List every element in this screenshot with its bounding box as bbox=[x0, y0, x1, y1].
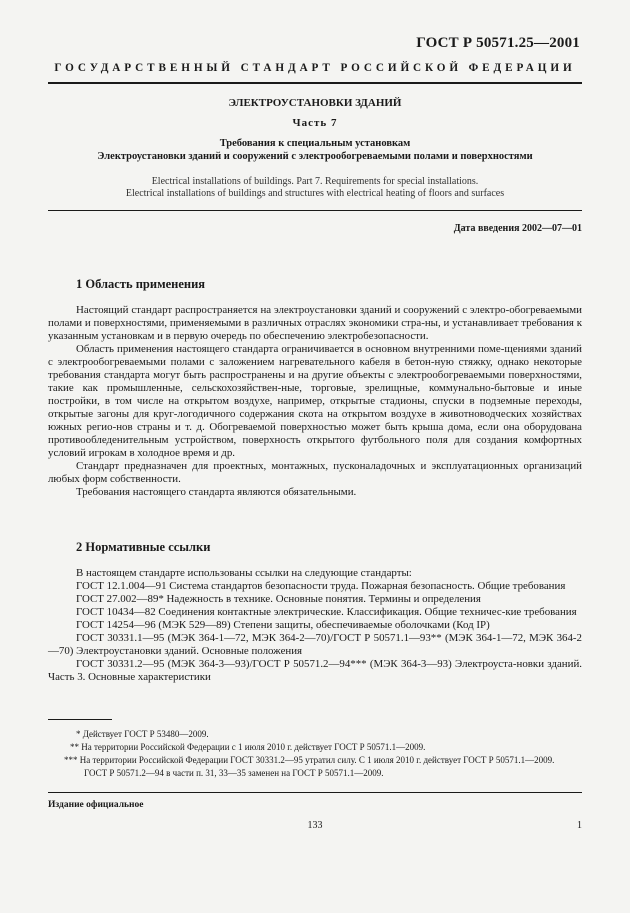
footnote-rule bbox=[48, 719, 112, 720]
footnotes bbox=[48, 728, 582, 780]
sheet-number: 1 bbox=[577, 820, 582, 831]
footnote: ГОСТ Р 50571.2—94 в части п. 31, 33—35 заменен на ГОСТ Р 50571.1—2009. bbox=[84, 768, 384, 778]
paragraph: Настоящий стандарт распространяется на электроустановки зданий и сооружений с электро-обогреваемыми полами и поверхностями, применяемыми в различных отраслях экономики стра-ны, и устанавливает требования к указанным установкам и в первую очередь по обеспечению электробезопасности. bbox=[48, 304, 582, 342]
official-edition-label: Издание официальное bbox=[48, 800, 144, 810]
introduction-date: Дата введения 2002—07—01 bbox=[453, 223, 582, 234]
section-1-body bbox=[48, 304, 582, 499]
footnote: *** На территории Российской Федерации ГОСТ 30331.2—95 утратил силу. С 1 июля 2010 г. действует ГОСТ Р 50571.1—2009. bbox=[64, 755, 555, 765]
reference-item: ГОСТ 14254—96 (МЭК 529—89) Степени защиты, обеспечиваемые оболочками (Код IP) bbox=[76, 619, 490, 631]
footnote: * Действует ГОСТ Р 53480—2009. bbox=[76, 729, 209, 739]
paragraph: Область применения настоящего стандарта ограничивается в основном внутренними поме-щениями зданий с электрообогреваемыми полами с заложением нагревательного кабеля в бетон-ную стяжку, однако некоторые требования стандарта могут быть распространены и на другие объекты с электрообогреваемыми поверхностями, такие как промышленные, сельскохозяйствен-ные, торговые, зрелищные, коммунально-бытовые и иные постройки, в том числе на открытом воздухе, например, открытые стадионы, спуски в подземные переходы, открытые загоны для круг-логодичного содержания скота на открытом воздухе в животноводческих хозяйствах южных регио-нов страны и т. д. Обогреваемой поверхностью может быть крыша дома, если она оборудована противообледенительным устройством, поверхность открытого футбольного поля для создания комфортных условий игрокам в холодное время и др. bbox=[48, 343, 582, 459]
reference-item: ГОСТ 27.002—89* Надежность в технике. Основные понятия. Термины и определения bbox=[76, 593, 481, 605]
english-title-2: Electrical installations of buildings and structures with electrical heating of floors and surfaces bbox=[125, 188, 505, 199]
reference-item: ГОСТ 12.1.004—91 Система стандартов безопасности труда. Пожарная безопасность. Общие требования bbox=[76, 580, 566, 592]
paragraph: Требования настоящего стандарта являются обязательными. bbox=[76, 486, 357, 498]
header-rule bbox=[48, 82, 582, 84]
footer-rule bbox=[48, 792, 582, 793]
english-title-1: Electrical installations of buildings. Part 7. Requirements for special installations. bbox=[151, 176, 479, 187]
reference-item: ГОСТ 30331.1—95 (МЭК 364-1—72, МЭК 364-2—70)/ГОСТ Р 50571.1—93** (МЭК 364-1—72, МЭК 364-2—70) Электроустановки зданий. Основные положения bbox=[48, 632, 582, 657]
reference-item: ГОСТ 30331.2—95 (МЭК 364-3—93)/ГОСТ Р 50571.2—94*** (МЭК 364-3—93) Электроуста-новки зданий. Часть 3. Основные характеристики bbox=[48, 658, 582, 683]
gost-code: ГОСТ Р 50571.25—2001 bbox=[416, 35, 580, 51]
page-number: 133 bbox=[307, 820, 323, 831]
section-1-heading: 1 Область применения bbox=[76, 277, 206, 291]
section-2-heading: 2 Нормативные ссылки bbox=[76, 540, 211, 554]
document-title: ЭЛЕКТРОУСТАНОВКИ ЗДАНИЙ bbox=[228, 97, 402, 109]
document-subtitle-2: Электроустановки зданий и сооружений с электрообогреваемыми полами и поверхностями bbox=[97, 151, 533, 162]
section-2-body bbox=[48, 567, 582, 684]
document-subtitle-1: Требования к специальным установкам bbox=[219, 138, 411, 149]
paragraph: Стандарт предназначен для проектных, монтажных, пусконаладочных и эксплуатационных организаций любых форм собственности. bbox=[48, 460, 582, 485]
state-standard-title: ГОСУДАРСТВЕННЫЙ СТАНДАРТ РОССИЙСКОЙ ФЕДЕРАЦИИ bbox=[54, 62, 576, 74]
reference-item: ГОСТ 10434—82 Соединения контактные электрические. Классификация. Общие техничес-кие требования bbox=[76, 606, 577, 618]
paragraph: В настоящем стандарте использованы ссылки на следующие стандарты: bbox=[76, 567, 412, 579]
document-part: Часть 7 bbox=[292, 117, 338, 129]
title-rule bbox=[48, 210, 582, 211]
footnote: ** На территории Российской Федерации с 1 июля 2010 г. действует ГОСТ Р 50571.1—2009. bbox=[70, 742, 426, 752]
